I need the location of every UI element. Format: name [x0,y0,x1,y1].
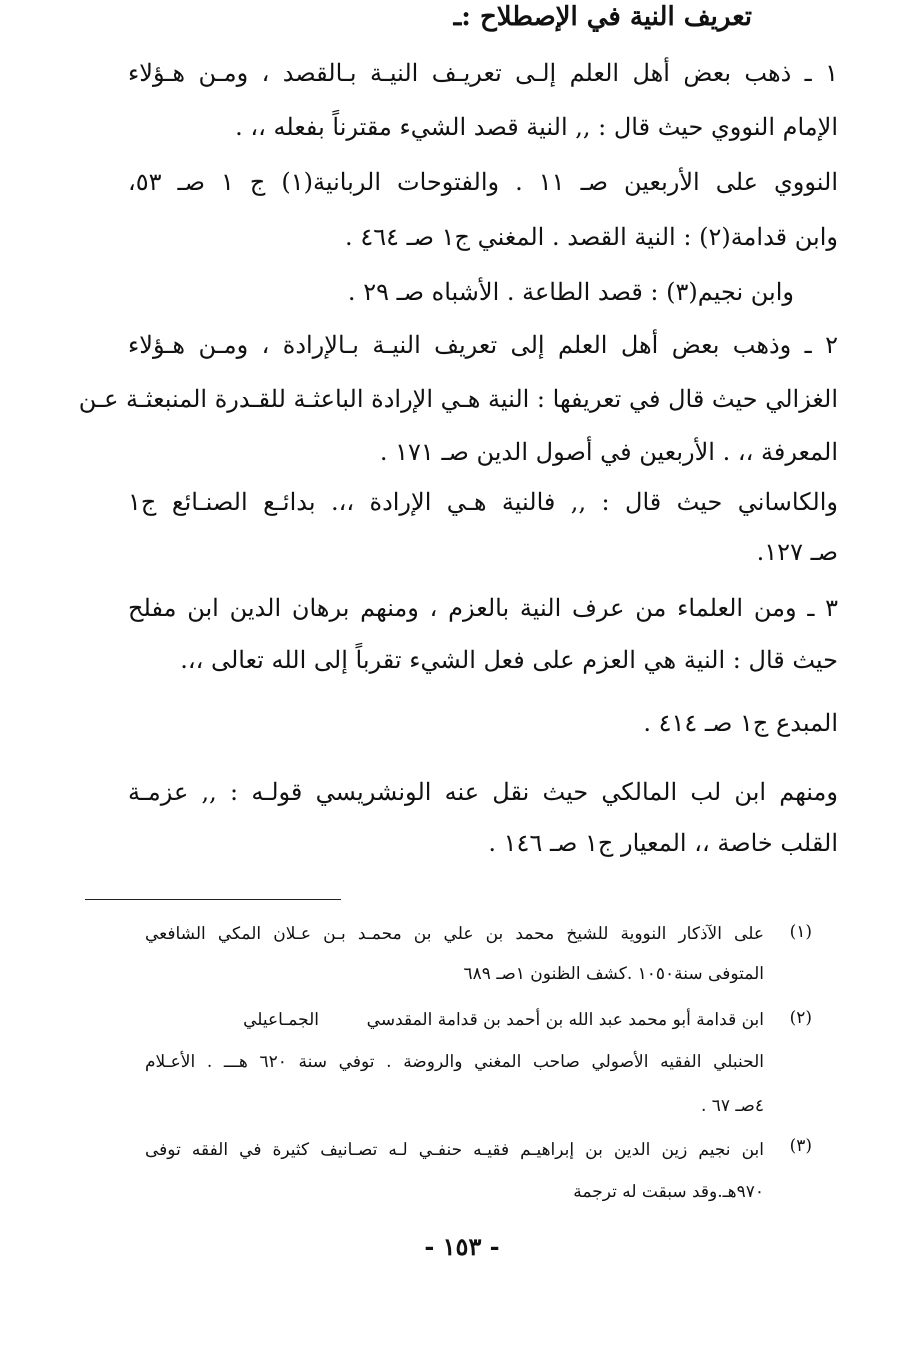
footnote-line: على الآذكار النووية للشيخ محمد بن علي بن محمـد بـن عـلان المكي الشافعي [145,924,764,944]
page-number: - ١٥٣ - [424,1232,500,1261]
footnote-number: (٣) [789,1136,812,1156]
text-line: ومنهم ابن لب المالكي حيث نقل عنه الونشريسي قولـه : ,, عزمـة [128,778,838,806]
footnote-number: (١) [789,922,812,942]
footnote-number: (٢) [789,1008,812,1028]
text-line: وابن نجيم(٣) : قصد الطاعة . الأشباه صـ ٢٩ . [347,278,794,306]
section-heading: تعريف النية في الإصطلاح :ـ [453,2,752,32]
text-line: القلب خاصة ،، المعيار ج١ صـ ١٤٦ . [488,829,838,857]
text-line: الإمام النووي حيث قال : ,, النية قصد الشيء مقترناً بفعله ،، . [235,113,838,141]
text-line: المعرفة ،، . الأربعين في أصول الدين صـ ١٧١ . [379,438,838,466]
text-line: ٢ ـ وذهب بعض أهل العلم إلى تعريف النيـة بـالإرادة ، ومـن هـؤلاء [128,331,838,359]
footnote-line: الجمـاعيلي [243,1010,319,1030]
text-line: المبدع ج١ صـ ٤١٤ . [643,709,838,737]
footnote-line: ٩٧٠هـ.وقد سبقت له ترجمة [573,1182,764,1202]
text-line: وابن قدامة(٢) : النية القصد . المغني ج١ صـ ٤٦٤ . [345,223,838,251]
footnote-line: الحنبلي الفقيه الأصولي صاحب المغني والروضة . توفي سنة ٦٢٠ هـــ . الأعـلام [145,1052,765,1072]
text-line: حيث قال : النية هي العزم على فعل الشيء تقرباً إلى الله تعالى ،،. [180,646,838,674]
text-line: النووي على الأربعين صـ ١١ . والفتوحات الربانية(١) ج ١ صـ ٥٣، [128,168,839,196]
footnote-line: ابن نجيم زين الدين بن إبراهيـم فقيـه حنفـي لـه تصـانيف كثيرة في الفقه توفى [145,1140,764,1160]
footnote-line: ابن قدامة أبو محمد عبد الله بن أحمد بن قدامة المقدسي [366,1010,764,1030]
text-line: صـ ١٢٧. [756,538,838,566]
text-line: ٣ ـ ومن العلماء من عرف النية بالعزم ، ومنهم برهان الدين ابن مفلح [128,594,838,622]
text-line: والكاساني حيث قال : ,, فالنية هـي الإرادة ،،. بدائـع الصنـائع ج١ [128,488,838,516]
text-line: ١ ـ ذهب بعض أهل العلم إلـى تعريـف النيـة بـالقصد ، ومـن هـؤلاء [128,59,838,87]
footnote-separator [85,899,341,900]
footnote-line: ٤صـ ٦٧ . [700,1096,764,1116]
footnote-line: المتوفى سنة١٠٥٠ .كشف الظنون ١صـ ٦٨٩ [463,964,764,984]
text-line: الغزالي حيث قال في تعريفها : النية هـي الإرادة الباعثـة للقـدرة المنبعثـة عـن [78,385,838,413]
